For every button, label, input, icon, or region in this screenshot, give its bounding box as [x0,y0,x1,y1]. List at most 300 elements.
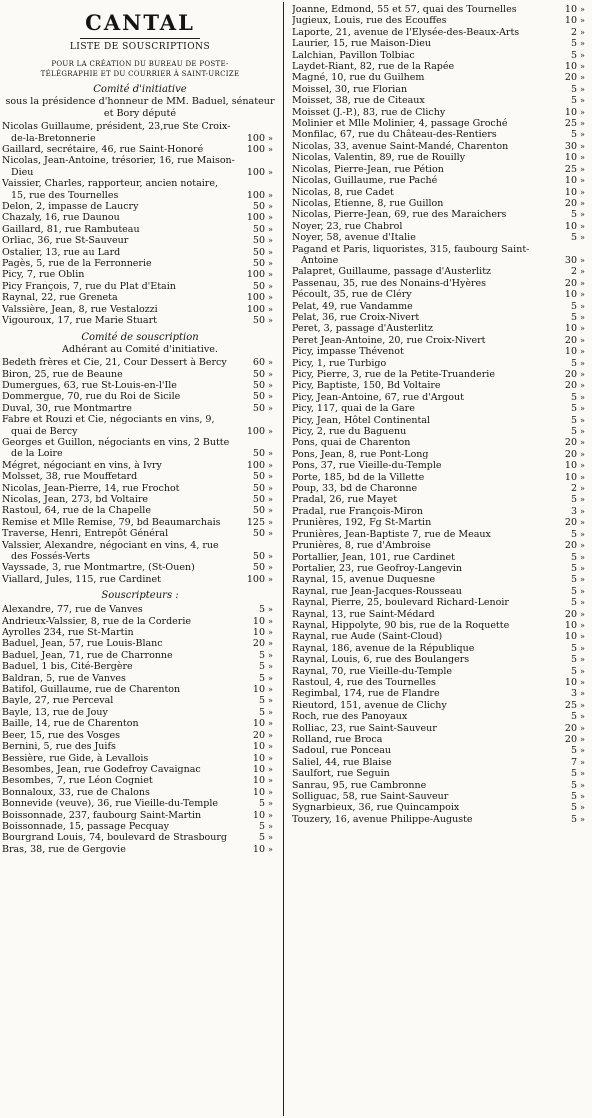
subscription-amount: 50 [252,223,265,235]
amount-mark: » [268,628,273,638]
subscription-amount: 5 [570,494,577,506]
amount-mark: » [580,50,585,60]
subscription-amount: 100 [246,269,265,281]
amount-mark: » [580,107,585,117]
subscription-entry [2,258,278,269]
subscription-amount: 50 [252,258,265,270]
subscriber-name: Raynal, 186, avenue de la République [292,642,475,654]
amount-mark: » [580,301,585,311]
subscription-entry [292,597,590,608]
amount-mark: » [268,304,273,314]
subscription-entry [2,403,278,414]
subscription-entry [2,369,278,380]
amount-mark: » [268,529,273,539]
subscription-amount: 100 [246,573,265,585]
subscription-amount: 2 [570,26,577,38]
subscriber-name: Nicolas, Etienne, 8, rue Guillon [292,197,444,209]
amount-mark: » [580,632,585,642]
subscription-amount: 10 [564,346,577,358]
subscription-amount: 5 [258,820,265,832]
subscription-entry [292,403,590,414]
subscriber-name: Laurier, 15, rue Maison-Dieu [292,38,432,50]
amount-mark: » [268,270,273,280]
amount-mark: » [268,799,273,809]
subscription-entry [2,391,278,402]
subscription-amount: 5 [570,551,577,563]
amount-mark: » [580,677,585,687]
subscription-entry [2,684,278,695]
subscriber-name: Pelat, 36, rue Croix-Nivert [292,311,420,323]
page-title: CANTAL [85,10,195,35]
subscription-amount: 10 [252,763,265,775]
subscriber-name: Pelat, 49, rue Vandamme [292,300,413,312]
column-rule [283,2,284,1116]
amount-mark: » [268,213,273,223]
amount-mark: » [268,259,273,269]
subscription-entry [2,741,278,752]
subscription-entry [292,118,590,129]
initiative-intro: sous la présidence d'honneur de MM. Baduel, sénateur et Bory député [5,96,275,119]
subscriber-name: Picy, impasse Thévenot [292,346,404,358]
amount-mark: » [580,347,585,357]
amount-mark: » [580,598,585,608]
souscripteurs-list-left [2,604,278,855]
subscription-amount: 50 [252,528,265,540]
subscription-amount: 25 [564,118,577,130]
amount-mark: » [580,198,585,208]
subscription-amount: 10 [564,619,577,631]
subscription-amount: 20 [564,608,577,620]
subscription-amount: 5 [258,695,265,707]
subscriber-name: Viallard, Jules, 115, rue Cardinet [2,573,161,585]
subscription-amount: 50 [252,482,265,494]
subscriber-name: Prunières, 192, Fg St-Martin [292,517,432,529]
subscriber-name: Pagès, 5, rue de la Ferronnerie [2,258,152,270]
subscriber-name: Saulfort, rue Seguin [292,768,390,780]
subscriber-name: Noyer, 23, rue Chabrol [292,220,403,232]
subscription-amount: 100 [246,459,265,471]
subscription-entry [292,723,590,734]
subscription-amount: 5 [570,403,577,415]
subscriber-name: Moisset (J.-P.), 83, rue de Clichy [292,106,446,118]
subscription-amount: 100 [246,292,265,304]
amount-mark: » [268,707,273,717]
subscriber-name: Nicolas, Guillaume, rue Paché [292,175,438,187]
subscription-amount: 10 [564,186,577,198]
amount-mark: » [580,461,585,471]
subscriber-name: Peret Jean-Antoine, 20, rue Croix-Nivert [292,334,486,346]
amount-mark: » [268,236,273,246]
subscription-amount: 10 [252,843,265,855]
subscriber-name: Duval, 30, rue Montmartre [2,402,132,414]
subscription-amount: 20 [252,638,265,650]
subscription-entry [292,654,590,665]
subscription-entry [292,152,590,163]
subscriber-name: Noyer, 58, avenue d'Italie [292,232,416,244]
subscriber-name: Nicolas, Pierre-Jean, 69, rue des Maraichers [292,209,507,221]
subscription-entry [292,232,590,243]
subscriber-name: Solliguac, 58, rue Saint-Sauveur [292,791,449,803]
initiative-list [2,121,278,326]
subscription-entry [292,50,590,61]
subscription-entry [2,673,278,684]
subscriber-name: Bourgrand Louis, 74, boulevard de Strasbourg [2,832,228,844]
subscriber-name: Touzery, 16, avenue Philippe-Auguste [292,813,473,825]
amount-mark: » [268,369,273,379]
purpose-line-2: TÉLÉGRAPHIE ET DU COURRIER À SAINT-URCIZE [40,70,240,78]
souscription-list [2,357,278,585]
subscription-amount: 5 [570,585,577,597]
subscription-amount: 10 [564,289,577,301]
subscription-entry [292,187,590,198]
subscriber-name: Rastoul, 4, rue des Tournelles [292,676,436,688]
subscription-entry [292,563,590,574]
amount-mark: » [580,267,585,277]
subscription-entry [292,460,590,471]
subscription-entry [292,221,590,232]
subscription-entry [2,627,278,638]
amount-mark: » [580,449,585,459]
subscriber-name: Jugieux, Louis, rue des Ecouffes [292,15,447,27]
subscription-entry [2,695,278,706]
subscriber-name: Valssier, Alexandre, négociant en vins, 4, rue des Fossés-Verts [2,539,219,562]
subscription-entry [2,650,278,661]
amount-mark: » [580,484,585,494]
subscription-entry [292,745,590,756]
subscription-amount: 25 [564,163,577,175]
amount-mark: » [580,495,585,505]
subscription-amount: 50 [252,280,265,292]
subscriber-name: Andrieux-Valssier, 8, rue de la Corderie [2,615,191,627]
subscription-amount: 50 [252,551,265,562]
subscription-entry [292,84,590,95]
subscriber-name: Peret, 3, passage d'Austerlitz [292,323,434,335]
amount-mark: » [268,517,273,527]
subscriber-name: Baduel, Jean, 71, rue de Charronne [2,649,173,661]
subscription-entry [2,616,278,627]
subscription-amount: 20 [564,197,577,209]
subscription-amount: 10 [564,4,577,15]
subscription-amount: 5 [570,813,577,825]
list-subtitle: LISTE DE SOUSCRIPTIONS [69,42,211,52]
subscription-entry [292,643,590,654]
subscription-amount: 5 [570,232,577,244]
amount-mark: » [268,696,273,706]
subscriber-name: Mégret, négociant en vins, à Ivry [2,459,162,471]
amount-mark: » [580,472,585,482]
subscriber-name: Dommergue, 70, rue du Roi de Sicile [2,391,181,403]
subscription-entry [2,155,278,178]
subscription-entry [2,832,278,843]
amount-mark: » [580,723,585,733]
subscription-entry [292,609,590,620]
amount-mark: » [268,167,273,177]
subscription-entry [292,72,590,83]
subscription-entry [292,677,590,688]
amount-mark: » [268,281,273,291]
subscriber-name: Nicolas, Jean, 273, bd Voltaire [2,493,149,505]
amount-mark: » [268,224,273,234]
subscription-amount: 10 [252,775,265,787]
amount-mark: » [580,792,585,802]
subscription-entry [2,844,278,855]
subscription-entry [2,764,278,775]
subscription-entry [2,178,278,201]
subscription-amount: 50 [252,315,265,327]
amount-mark: » [580,415,585,425]
subscription-amount: 20 [564,517,577,529]
amount-mark: » [268,844,273,854]
subscription-entry [2,357,278,368]
subscription-amount: 10 [252,684,265,696]
subscription-entry [292,61,590,72]
subscriber-name: Raynal, 22, rue Greneta [2,292,118,304]
amount-mark: » [268,293,273,303]
subscription-amount: 100 [246,212,265,224]
amount-mark: » [580,392,585,402]
subscription-entry [292,426,590,437]
subscription-amount: 10 [252,752,265,764]
subscription-entry [292,552,590,563]
subscriber-name: Ostalier, 13, rue au Lard [2,246,121,258]
subscription-entry [2,235,278,246]
subscription-entry [2,247,278,258]
amount-mark: » [268,673,273,683]
subscription-amount: 10 [564,460,577,472]
subscription-entry [292,711,590,722]
subscription-entry [292,335,590,346]
amount-mark: » [580,735,585,744]
amount-mark: » [580,655,585,665]
subscriber-name: Georges et Guillon, négociants en vins, 2 Butte de la Loire [2,436,230,460]
amount-mark: » [268,472,273,482]
amount-mark: » [580,62,585,72]
souscripteurs-list-right [292,4,590,825]
amount-mark: » [268,563,273,573]
subscriber-name: Biron, 25, rue de Beaune [2,368,123,380]
subscription-amount: 50 [252,379,265,391]
subscriber-name: Bras, 38, rue de Gergovie [2,843,126,855]
subscriber-name: Pons, 37, rue Vieille-du-Temple [292,460,442,472]
subscription-entry [292,392,590,403]
subscription-entry [292,15,590,26]
subscription-entry [2,718,278,729]
amount-mark: » [580,700,585,710]
subscription-entry [292,289,590,300]
subscriber-name: Rolliac, 23, rue Saint-Sauveur [292,722,437,734]
amount-mark: » [580,39,585,49]
subscription-entry [292,278,590,289]
amount-mark: » [580,278,585,288]
subscription-entry [292,27,590,38]
subscriber-name: Raynal, Pierre, 25, boulevard Richard-Lenoir [292,597,509,609]
subscription-entry [292,323,590,334]
amount-mark: » [580,324,585,334]
amount-mark: » [580,164,585,174]
subscription-amount: 20 [564,369,577,380]
subscriber-name: Rieutord, 151, avenue de Clichy [292,699,447,711]
amount-mark: » [268,145,273,154]
subscription-entry [292,540,590,551]
subscription-entry [2,574,278,585]
subscription-entry [292,4,590,15]
subscription-entry [292,244,590,267]
amount-mark: » [580,620,585,630]
subscription-amount: 100 [246,144,265,155]
amount-mark: » [580,153,585,163]
subscription-amount: 100 [246,166,265,178]
amount-mark: » [580,358,585,368]
subscriber-name: Passenau, 35, rue des Nonains-d'Hyères [292,277,487,289]
subscriber-name: Nicolas Guillaume, président, 23,rue Ste Croix-de-la-Bretonnerie [2,121,231,144]
amount-mark: » [268,403,273,413]
subscriber-name: Moisset, 38, rue de Citeaux [292,95,425,107]
subscription-entry [2,540,278,563]
subscriber-name: Pradal, 26, rue Mayet [292,494,398,506]
subscription-amount: 3 [570,505,577,517]
subscription-amount: 20 [564,734,577,745]
subscriber-name: Baduel, Jean, 57, rue Louis-Blanc [2,638,163,650]
subscription-amount: 5 [570,597,577,609]
amount-mark: » [268,787,273,797]
subscriber-name: Batifol, Guillaume, rue de Charenton [2,684,181,696]
amount-mark: » [268,552,273,561]
subscription-amount: 5 [570,311,577,323]
subscriber-name: Besombes, 7, rue Léon Cogniet [2,775,153,787]
subscriber-name: Laporte, 21, avenue de l'Elysée-des-Beaux-Arts [292,26,520,38]
subscription-amount: 10 [252,615,265,627]
subscription-entry [292,198,590,209]
amount-mark: » [580,780,585,790]
subscription-amount: 10 [252,809,265,821]
right-column [292,2,590,825]
subscriber-name: Picy, 117, quai de la Gare [292,403,415,415]
amount-mark: » [580,312,585,322]
subscriber-name: Porte, 185, bd de la Villette [292,471,425,483]
amount-mark: » [268,662,273,672]
subscription-amount: 10 [564,106,577,118]
amount-mark: » [268,616,273,626]
amount-mark: » [268,821,273,831]
subscription-entry [2,224,278,235]
subscription-amount: 10 [564,323,577,335]
subscription-amount: 50 [252,471,265,483]
subscription-amount: 7 [570,756,577,768]
amount-mark: » [268,506,273,516]
subscription-amount: 5 [570,129,577,141]
subscriber-name: Traverse, Henri, Entrepôt Général [2,528,169,540]
subscription-amount: 50 [252,391,265,403]
subscription-entry [2,292,278,303]
subscription-amount: 5 [258,706,265,718]
subscription-entry [292,38,590,49]
subscription-amount: 50 [252,505,265,517]
subscription-amount: 5 [570,768,577,780]
subscription-amount: 50 [252,562,265,574]
subscription-amount: 20 [564,540,577,552]
subscription-entry [292,95,590,106]
subscriber-name: Nicolas, Valentin, 89, rue de Rouilly [292,152,466,164]
subscription-amount: 2 [570,266,577,278]
subscriber-name: Laydet-Riant, 82, rue de la Rapée [292,61,455,73]
subscriber-name: Picy, 1, rue Turbigo [292,357,387,369]
subscription-entry [292,700,590,711]
subscriber-name: Molinier et Mlle Molinier, 4, passage Groché [292,118,508,130]
subscription-amount: 5 [570,38,577,50]
subscription-amount: 5 [570,802,577,814]
subscription-entry [292,358,590,369]
subscription-entry [292,586,590,597]
amount-mark: » [580,518,585,528]
amount-mark: » [268,639,273,649]
subscription-entry [292,757,590,768]
amount-mark: » [268,719,273,729]
subscription-amount: 10 [564,676,577,688]
subscription-entry [292,312,590,323]
amount-mark: » [268,190,273,200]
subscription-entry [2,315,278,326]
subscriber-name: Sygnarbieux, 36, rue Quincampoix [292,802,460,814]
subscriber-name: Portalier, 23, rue Geofroy-Langevin [292,562,463,574]
amount-mark: » [580,541,585,551]
subscriber-name: Monfilac, 67, rue du Château-des-Rentiers [292,129,497,141]
subscription-entry [2,281,278,292]
amount-mark: » [268,202,273,212]
subscription-entry [292,449,590,460]
subscription-amount: 10 [564,471,577,483]
amount-mark: » [268,730,273,740]
subscriber-name: Picy, 2, rue du Baguenu [292,426,407,438]
subscriber-name: Dumergues, 63, rue St-Louis-en-l'Ile [2,379,177,391]
amount-mark: » [580,130,585,140]
amount-mark: » [580,438,585,448]
subscription-entry [292,494,590,505]
subscriber-name: Pradal, rue François-Miron [292,505,423,517]
subscriber-name: Bonnevide (veuve), 36, rue Vieille-du-Temple [2,798,219,810]
amount-mark: » [268,426,273,436]
subscriber-name: Delon, 2, impasse de Laucry [2,201,139,213]
subscription-entry [2,562,278,573]
initiative-heading: Comité d'initiative [93,84,187,95]
amount-mark: » [268,650,273,660]
amount-mark: » [268,574,273,584]
subscription-entry [2,494,278,505]
amount-mark: » [268,483,273,493]
amount-mark: » [580,5,585,14]
subscription-entry [2,810,278,821]
amount-mark: » [580,16,585,26]
amount-mark: » [580,187,585,197]
subscriber-name: Magné, 10, rue du Guilhem [292,72,425,84]
subscription-entry [2,528,278,539]
subscriber-name: Gaillard, secrétaire, 46, rue Saint-Honoré [2,144,204,155]
subscriber-name: Picy, 7, rue Oblin [2,269,85,281]
subscription-entry [2,604,278,615]
subscription-entry [292,346,590,357]
subscription-amount: 5 [258,661,265,673]
subscription-entry [292,506,590,517]
amount-mark: » [580,552,585,562]
subscriber-name: Nicolas, Jean-Antoine, trésorier, 16, rue Maison-Dieu [2,155,235,178]
subscription-amount: 100 [246,425,265,437]
subscription-entry [2,661,278,672]
subscriber-name: Regimbal, 174, rue de Flandre [292,688,440,700]
subscription-entry [2,775,278,786]
amount-mark: » [580,529,585,539]
subscriber-name: Pécoult, 35, rue de Cléry [292,289,412,301]
souscripteurs-heading: Souscripteurs : [101,590,179,602]
amount-mark: » [268,358,273,368]
